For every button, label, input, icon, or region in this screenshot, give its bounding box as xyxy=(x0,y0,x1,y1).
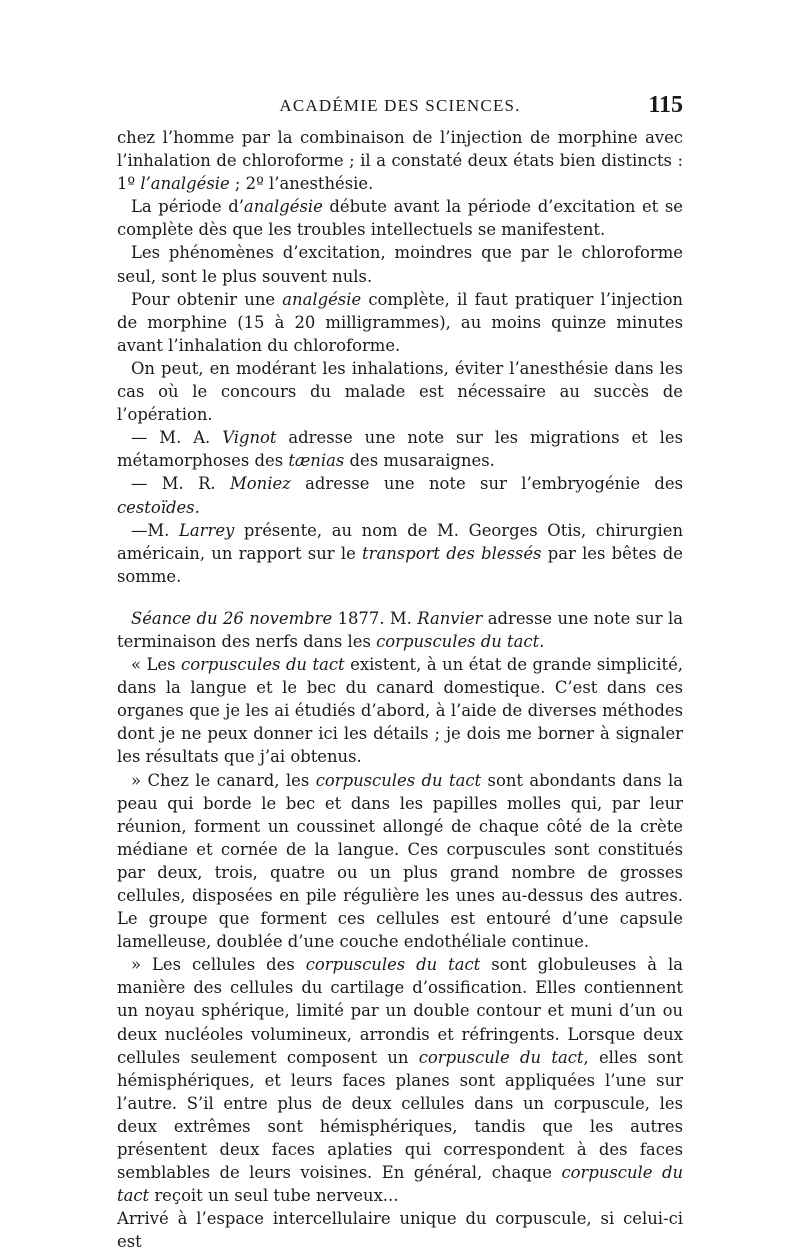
page-number: 115 xyxy=(648,92,683,118)
text-run: Pour obtenir une xyxy=(131,289,283,309)
text-run: par les bêtes de somme. xyxy=(117,543,683,586)
italic-term: corpuscules du tact. xyxy=(376,631,545,651)
page-header xyxy=(117,92,683,122)
paragraph-corpuscules-existent xyxy=(117,653,683,768)
paragraph-arrive xyxy=(117,1207,683,1253)
text-run: 1877. M. xyxy=(332,608,418,628)
italic-term: corpuscule du tact xyxy=(117,1163,683,1206)
body-text xyxy=(117,126,683,1254)
text-run: adresse une note sur les migrations et les métamorphoses des xyxy=(117,428,684,471)
text-run: La période d’ xyxy=(131,197,244,217)
text-run: présente, au nom de M. Georges Otis, chirurgien américain, un rapport sur le xyxy=(117,520,683,563)
text-run: » Les cellules des xyxy=(131,955,306,975)
paragraph-continuation xyxy=(117,126,683,195)
italic-name: Vignot xyxy=(222,428,277,448)
text-run: —M. xyxy=(131,520,179,540)
text-run: reçoit un seul tube nerveux... xyxy=(149,1186,399,1206)
paragraph-seance-ranvier xyxy=(117,607,683,653)
text-run: débute avant la période d’excitation et se complète dès que les troubles intellectuels se manifestent. xyxy=(117,197,683,240)
italic-name: Moniez xyxy=(230,474,291,494)
paragraph-moniez xyxy=(117,472,683,518)
italic-term: corpuscules du tact xyxy=(315,770,482,790)
text-run: » Chez le canard, les xyxy=(131,770,316,790)
italic-name: Larrey xyxy=(179,520,235,540)
italic-term: corpuscules du tact xyxy=(305,955,481,975)
italic-term: corpuscules du tact xyxy=(181,655,345,675)
italic-term: tænias xyxy=(288,451,345,471)
text-run: chez l’homme par la combinaison de l’injection de morphine avec l’inhalation de chloroforme ; il a constaté deux états bien distincts : 1º xyxy=(117,128,683,194)
italic-term: corpuscule du tact xyxy=(418,1047,584,1067)
text-run: adresse une note sur la terminaison des nerfs dans les xyxy=(117,608,683,651)
italic-term: analgésie xyxy=(282,289,362,309)
paragraph-cellules xyxy=(117,953,683,1207)
text-run: sont globuleuses à la manière des cellules du cartilage d’ossification. Elles contiennent un noyau sphérique, limité par un double contour et muni d’un ou deux nucléoles volumineux, arrondis et réfringents. Lorsque deux cellules seulement composent un xyxy=(117,955,683,1067)
text-run: des musaraignes. xyxy=(344,451,495,471)
running-head: ACADÉMIE DES SCIENCES. xyxy=(279,96,521,115)
text-run: — M. A. xyxy=(131,428,223,448)
paragraph-larrey xyxy=(117,519,683,588)
text-run: Les phénomènes d’excitation, moindres que par le chloroforme seul, sont le plus souvent nuls. xyxy=(117,243,683,286)
paragraph-analgesie-periode xyxy=(117,195,683,241)
text-run: ; 2º l’anesthésie. xyxy=(229,174,374,194)
text-run: complète, il faut pratiquer l’injection de morphine (15 à 20 milligrammes), au moins quinze minutes avant l’inhalation du chloroforme. xyxy=(117,289,683,355)
italic-term: cestoïdes. xyxy=(117,497,200,517)
paragraph-chez-le-canard xyxy=(117,769,683,954)
italic-name: Ranvier xyxy=(417,608,483,628)
text-run: , elles sont hémisphériques, et leurs faces planes sont appliquées l’une sur l’autre. S’il entre plus de deux cellules dans un corpuscule, les deux extrêmes sont hémisphériques, tandis que les autres présentent deux faces aplaties qui correspondent à des faces semblables de leurs voisines. En général, chaque xyxy=(117,1047,683,1183)
text-run: sont abondants dans la peau qui borde le bec et dans les papilles molles qui, par leur réunion, forment un coussinet allongé de chaque côté de la crète médiane et cornée de la langue. Ces corpuscules sont constitués par deux, trois, quatre ou un plus grand nombre de grosses cellules, disposées en pile régulière les unes au-dessus des autres. Le groupe que forment ces cellules est entouré d’une capsule lamelleuse, doublée d’une couche endothéliale continue. xyxy=(117,770,683,952)
italic-term: l’analgésie xyxy=(140,174,230,194)
italic-term: analgésie xyxy=(243,197,323,217)
text-run: — M. R. xyxy=(131,474,230,494)
italic-term: transport des blessés xyxy=(362,543,542,563)
italic-date: Séance du 26 novembre xyxy=(131,608,333,628)
paragraph-inhalations xyxy=(117,357,683,426)
paragraph-vignot xyxy=(117,426,683,472)
text-run: On peut, en modérant les inhalations, éviter l’anesthésie dans les cas où le concours du malade est nécessaire au succès de l’opération. xyxy=(117,358,683,425)
text-run: Arrivé à l’espace intercellulaire unique du corpuscule, si celui-ci est xyxy=(117,1209,683,1252)
text-run: « Les xyxy=(131,655,182,675)
paragraph-analgesie-complete xyxy=(117,288,683,357)
paragraph-excitation xyxy=(117,241,683,287)
text-run: adresse une note sur l’embryogénie des xyxy=(290,474,683,494)
text-run: existent, à un état de grande simplicité, dans la langue et le bec du canard domestique. C’est dans ces organes que je les ai étudiés d’abord, à l’aide de diverses méthodes dont je ne peux donner ici les détails ; je dois me borner à signaler les résultats que j’ai obtenus. xyxy=(117,655,683,767)
